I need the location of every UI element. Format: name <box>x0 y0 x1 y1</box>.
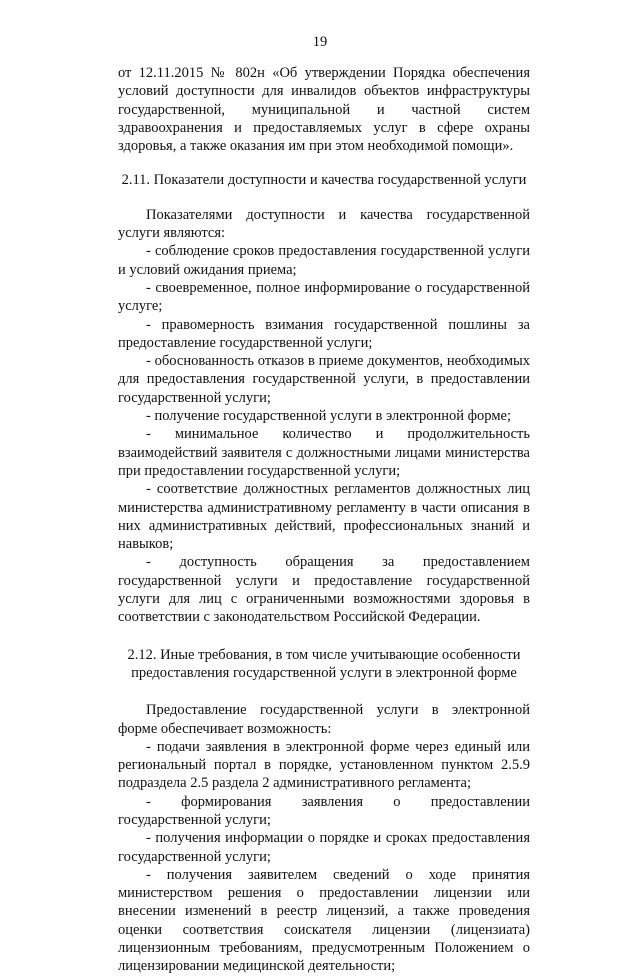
intro-paragraph: от 12.11.2015 № 802н «Об утверждении Порядка обеспечения условий доступности для инвалидов объектов инфраструктуры государственной, муниципальной и частной систем здравоохранения и предоставляемых услуг в сфере охраны здоровья, а также оказания им при этом необходимой помощи». <box>118 65 530 155</box>
list-item: - правомерность взимания государственной пошлины за предоставление государственной услуги; <box>118 316 530 351</box>
list-item: - получения информации о порядке и сроках предоставления государственной услуги; <box>118 830 530 865</box>
section-2-12-lead: Предоставление государственной услуги в электронной форме обеспечивает возможность: <box>118 702 530 737</box>
list-item: - получение государственной услуги в электронной форме; <box>146 408 511 425</box>
section-2-11-lead: Показателями доступности и качества государственной услуги являются: <box>118 206 530 242</box>
list-item: - получения заявителем сведений о ходе принятия министерством решения о предоставлении лицензии или внесении изменений в реестр лицензий, а также проведения оценки соответствия соискателя лицензии (лицензиата) лицензионным требованиям, предусмотренным Положением о лицензировании медицинской деятельности; <box>118 866 530 975</box>
section-2-12-heading: 2.12. Иные требования, в том числе учитывающие особенности предоставления государственной услуги в электронной форме <box>127 646 521 681</box>
list-item: - своевременное, полное информирование о государственной услуге; <box>118 279 530 315</box>
list-item: - формирования заявления о предоставлении государственной услуги; <box>118 793 530 828</box>
section-2-11-heading: 2.11. Показатели доступности и качества государственной услуги <box>121 172 527 189</box>
list-item: - соблюдение сроков предоставления государственной услуги и условий ожидания приема; <box>118 243 530 278</box>
list-item: - подачи заявления в электронной форме через единый или региональный портал в порядке, установленном пунктом 2.5.9 подраздела 2.5 раздела 2 административного регламента; <box>118 738 530 792</box>
document-body <box>118 64 530 976</box>
list-item: - соответствие должностных регламентов должностных лиц министерства административному регламенту в части описания в них административных действий, профессиональных знаний и навыков; <box>118 481 530 553</box>
list-item: - доступность обращения за предоставлением государственной услуги и предоставление государственной услуги для лиц с ограниченными возможностями здоровья в соответствии с законодательством Российской Федерации. <box>118 554 530 626</box>
list-item: - минимальное количество и продолжительность взаимодействий заявителя с должностными лицами министерства при предоставлении государственной услуги; <box>118 426 530 479</box>
list-item: - обоснованность отказов в приеме документов, необходимых для предоставления государственной услуги, в предоставлении государственной услуги; <box>118 353 530 406</box>
page-number: 19 <box>312 34 328 50</box>
